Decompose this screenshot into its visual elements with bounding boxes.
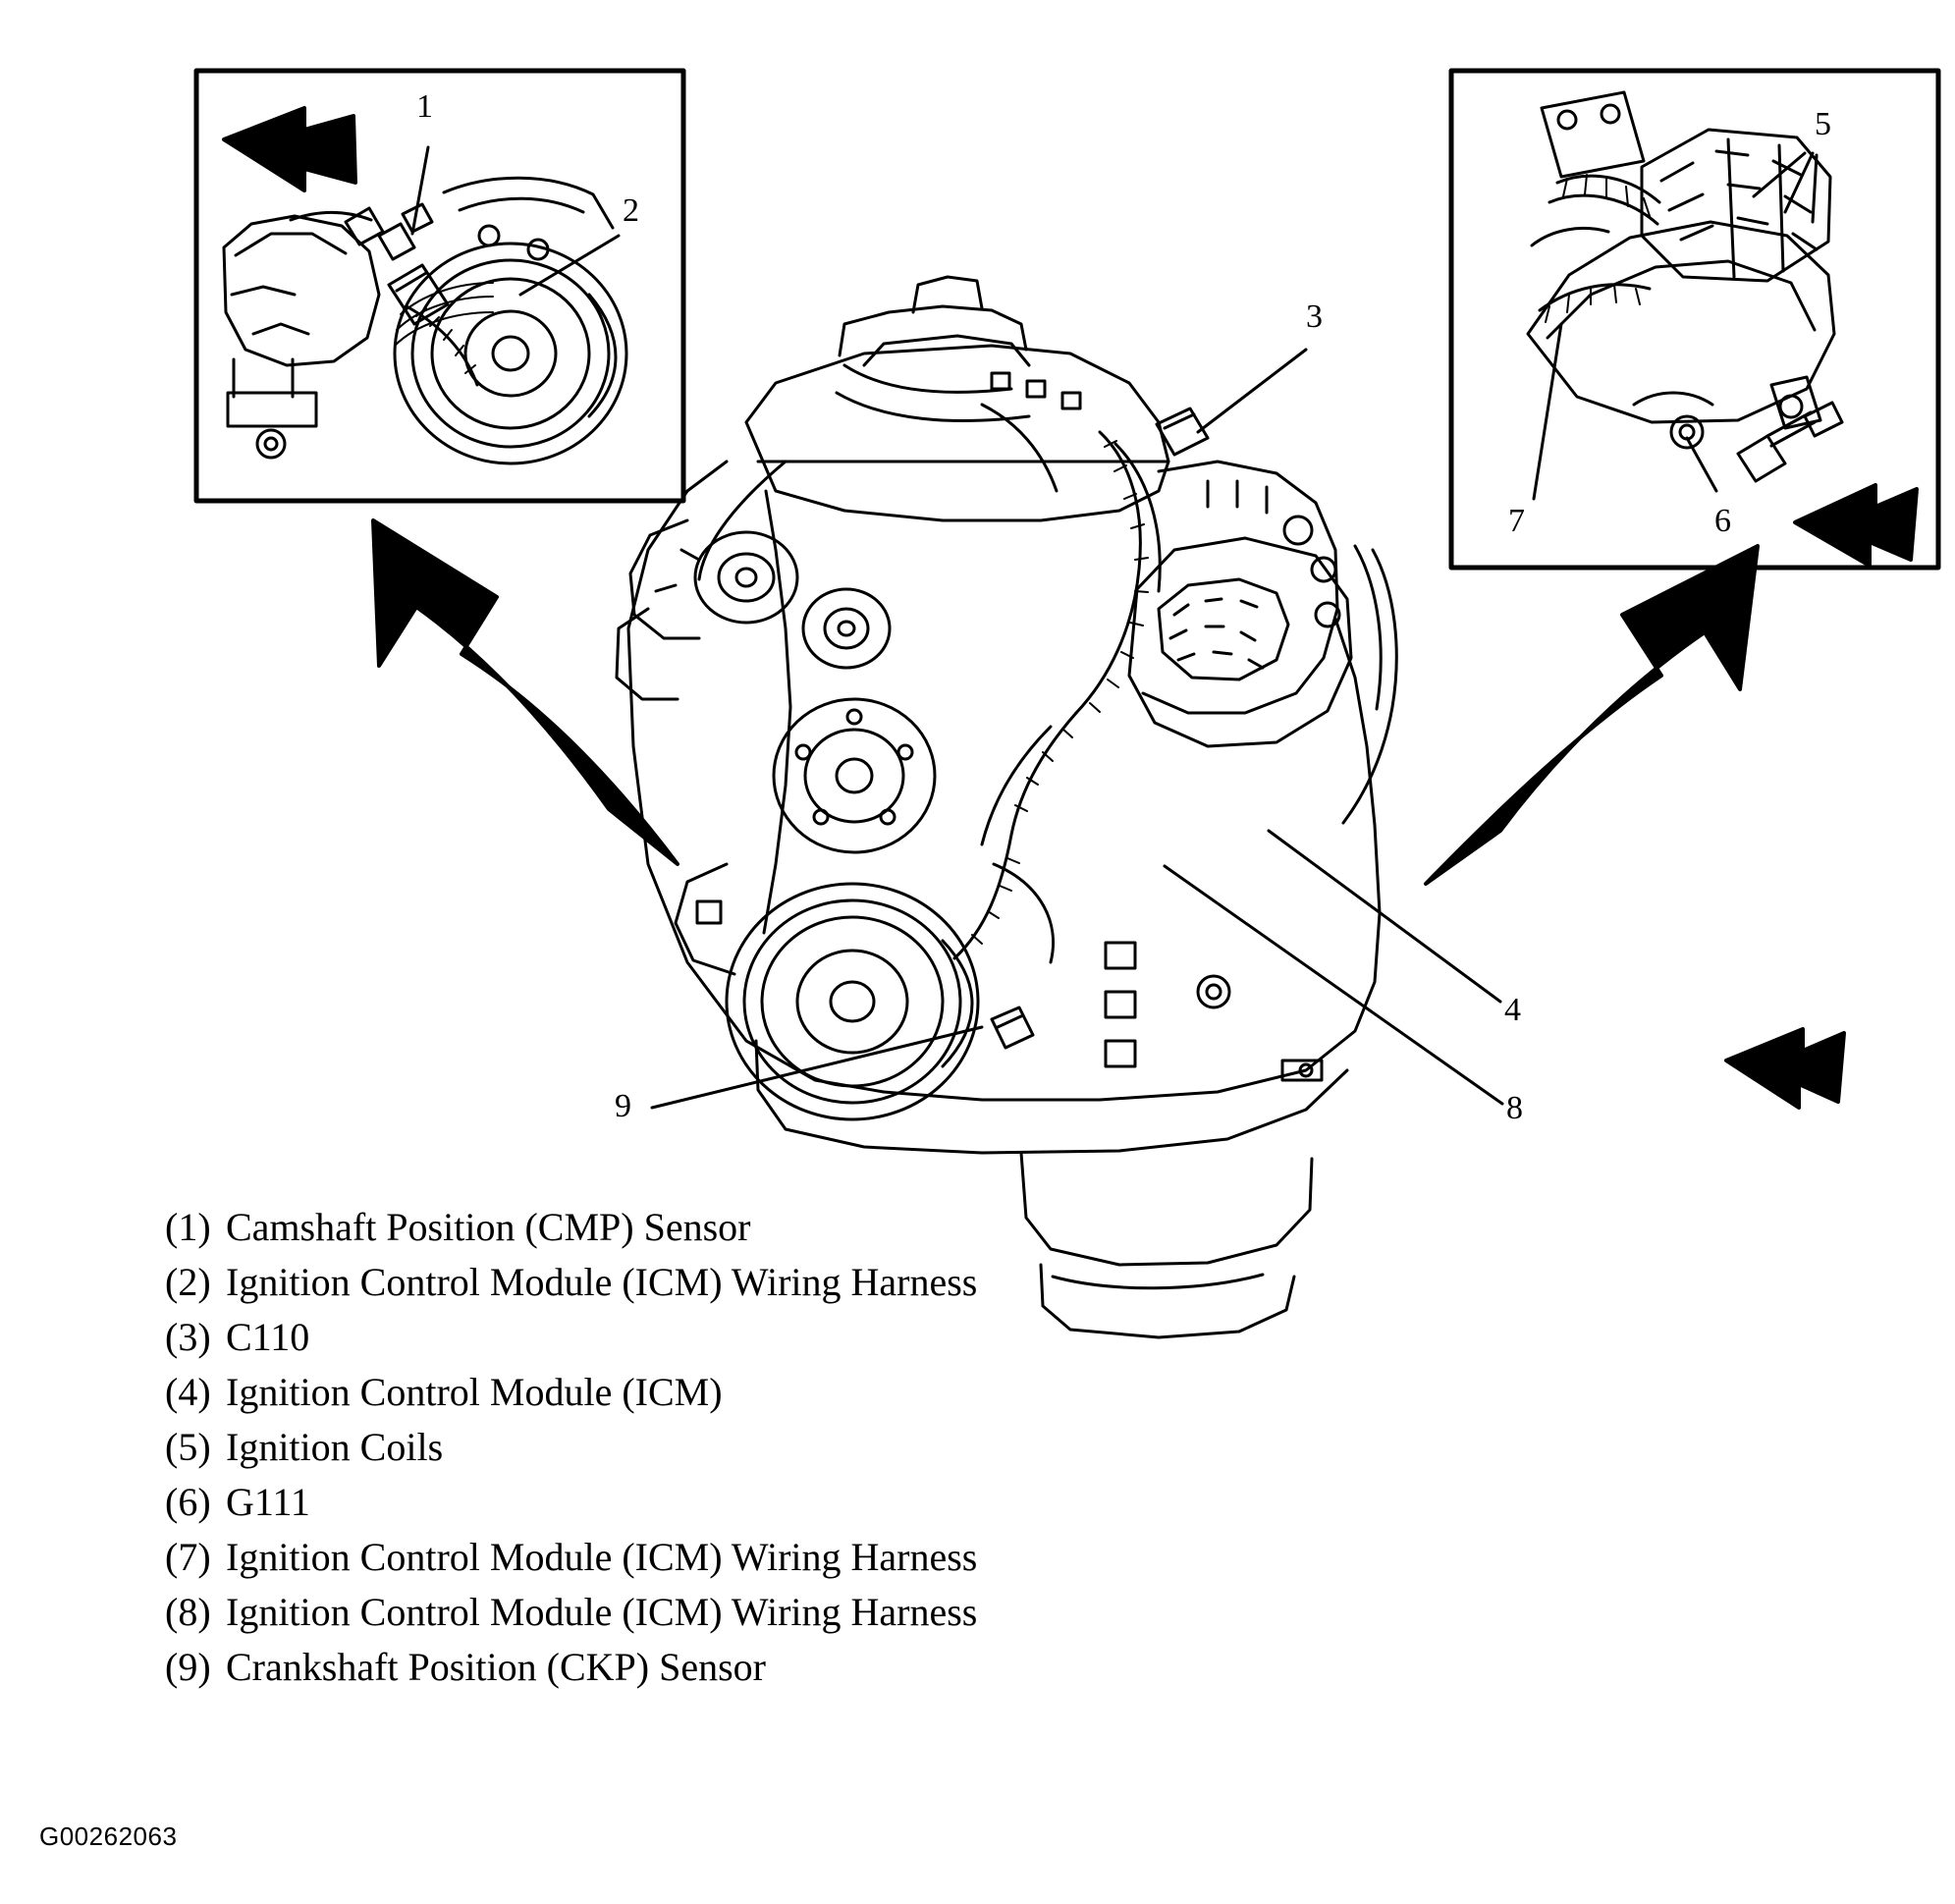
legend-label: G111 xyxy=(226,1480,310,1524)
right-pointer-arrow xyxy=(1426,546,1758,884)
legend-label: Crankshaft Position (CKP) Sensor xyxy=(226,1645,766,1689)
legend-number: (4) xyxy=(165,1370,211,1414)
callout-7: 7 xyxy=(1508,503,1525,539)
callout-3: 3 xyxy=(1306,299,1323,335)
callout-8: 8 xyxy=(1506,1090,1523,1126)
legend-label: C110 xyxy=(226,1315,310,1359)
legend-number: (5) xyxy=(165,1425,211,1469)
legend-item-9 xyxy=(165,1640,1441,1695)
legend-item-7 xyxy=(165,1530,1441,1585)
legend-item-5 xyxy=(165,1420,1441,1475)
legend-number: (6) xyxy=(165,1480,211,1524)
callout-4: 4 xyxy=(1504,992,1521,1028)
flow-arrow-glyph xyxy=(1726,1029,1844,1108)
legend-item-3 xyxy=(165,1310,1441,1365)
legend-item-2 xyxy=(165,1255,1441,1310)
legend-label: Ignition Control Module (ICM) Wiring Harness xyxy=(226,1535,978,1579)
legend-label: Camshaft Position (CMP) Sensor xyxy=(226,1205,751,1249)
callout-9: 9 xyxy=(615,1088,631,1124)
callout-1: 1 xyxy=(416,88,433,125)
engine-assembly-drawing xyxy=(617,277,1396,1337)
legend-number: (2) xyxy=(165,1260,211,1304)
callout-5: 5 xyxy=(1815,106,1831,142)
component-legend xyxy=(165,1200,1441,1695)
legend-item-1 xyxy=(165,1200,1441,1255)
legend-number: (7) xyxy=(165,1535,211,1579)
legend-number: (3) xyxy=(165,1315,211,1359)
legend-label: Ignition Coils xyxy=(226,1425,444,1469)
legend-label: Ignition Control Module (ICM) Wiring Harness xyxy=(226,1260,978,1304)
legend-number: (8) xyxy=(165,1590,211,1634)
legend-number: (1) xyxy=(165,1205,211,1249)
legend-item-6 xyxy=(165,1475,1441,1530)
legend-item-4 xyxy=(165,1365,1441,1420)
legend-label: Ignition Control Module (ICM) xyxy=(226,1370,723,1414)
legend-item-8 xyxy=(165,1585,1441,1640)
callout-6: 6 xyxy=(1714,503,1731,539)
callout-2: 2 xyxy=(623,192,639,229)
legend-label: Ignition Control Module (ICM) Wiring Harness xyxy=(226,1590,978,1634)
legend-number: (9) xyxy=(165,1645,211,1689)
figure-id-label: G00262063 xyxy=(39,1822,178,1851)
